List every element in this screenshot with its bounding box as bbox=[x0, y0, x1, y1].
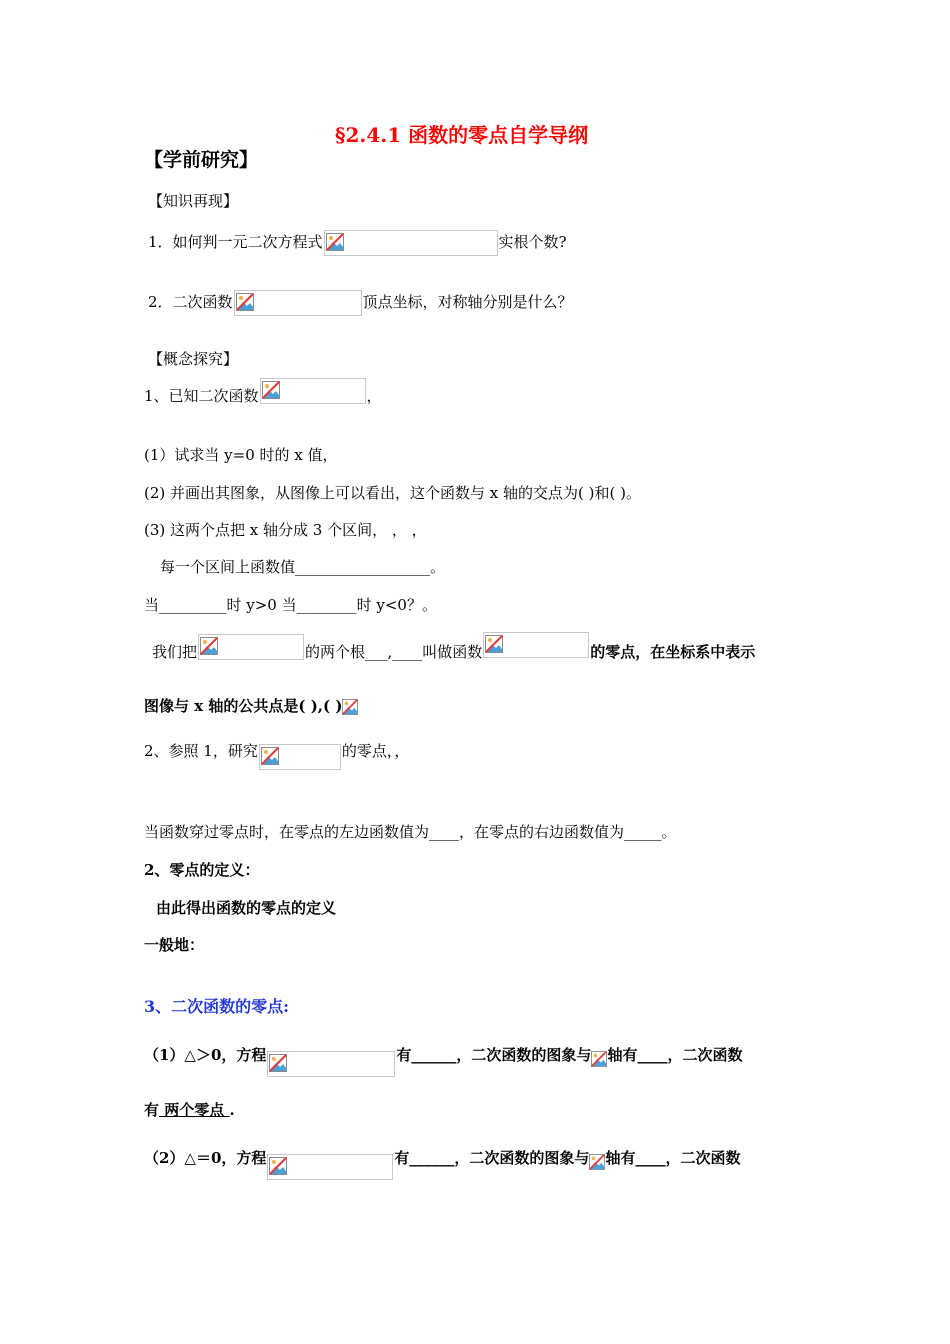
concept-1-part-7-text: 图像与 x 轴的公共点是( ),( ) bbox=[144, 697, 343, 715]
question-1 bbox=[148, 230, 567, 256]
zeros-case-1-a: （1）△＞0，方程 bbox=[144, 1046, 267, 1064]
broken-image-icon bbox=[236, 293, 254, 311]
zeros-case-1-d-underlined: 两个零点 bbox=[159, 1101, 230, 1119]
definition-heading: 2、零点的定义： bbox=[144, 861, 260, 879]
zeros-heading: 3、二次函数的零点: bbox=[144, 997, 290, 1016]
concept-1 bbox=[144, 385, 382, 407]
zeros-case-2-b: 有______，二次函数的图象与 bbox=[394, 1149, 590, 1167]
definition-line-2: 一般地： bbox=[144, 936, 205, 954]
zeros-case-2-c: 轴有____，二次函数 bbox=[605, 1149, 741, 1167]
broken-image-icon bbox=[589, 1153, 605, 1171]
formula-image bbox=[234, 290, 362, 316]
broken-image-icon bbox=[200, 637, 218, 655]
concept-1-part-1: (1）试求当 y=0 时的 x 值， bbox=[144, 446, 338, 464]
formula-image bbox=[198, 634, 304, 660]
formula-image bbox=[267, 1051, 395, 1077]
concept-1-text: 1、已知二次函数 bbox=[144, 387, 259, 405]
formula-image bbox=[483, 632, 589, 658]
concept-2-part-1: 当函数穿过零点时，在零点的左边函数值为____，在零点的右边函数值为_____。 bbox=[144, 823, 677, 841]
question-2-text: 2．二次函数 bbox=[148, 293, 233, 311]
concept-1-part-4: 每一个区间上函数值__________________。 bbox=[160, 558, 446, 576]
zeros-case-2 bbox=[144, 1138, 740, 1180]
concept-1-part-6-a: 我们把 bbox=[152, 643, 198, 661]
page-title: §2.4.1 函数的零点自学导纲 bbox=[335, 123, 589, 147]
concept-1-part-6-c: 的零点，在坐标系中表示 bbox=[590, 643, 756, 661]
formula-image bbox=[267, 1154, 393, 1180]
concept-1-part-6 bbox=[152, 641, 755, 663]
zeros-case-1 bbox=[144, 1035, 742, 1077]
broken-image-icon bbox=[261, 747, 279, 765]
broken-image-icon bbox=[326, 233, 344, 251]
concept-1-part-5: 当_________时 y>0 当________时 y<0？。 bbox=[144, 596, 437, 614]
concept-2 bbox=[144, 734, 409, 770]
broken-image-icon bbox=[591, 1050, 607, 1068]
question-1-tail: 实根个数? bbox=[498, 233, 567, 251]
concept-2-tail: 的零点，， bbox=[341, 742, 410, 760]
broken-image-icon bbox=[269, 1054, 287, 1072]
question-2 bbox=[148, 290, 573, 316]
zeros-case-1-c: 轴有____，二次函数 bbox=[607, 1046, 743, 1064]
concept-1-part-2: (2) 并画出其图象，从图像上可以看出，这个函数与 x 轴的交点为( )和( )。 bbox=[144, 484, 641, 502]
zeros-case-1-d-pre: 有 bbox=[144, 1101, 160, 1119]
concept-1-part-7 bbox=[144, 695, 358, 717]
broken-image-icon bbox=[269, 1157, 287, 1175]
broken-image-icon bbox=[485, 635, 503, 653]
concept-1-part-6-b: 的两个根___,____叫做函数 bbox=[305, 643, 483, 661]
section-pre-study: 【学前研究】 bbox=[144, 149, 259, 171]
formula-image bbox=[260, 378, 366, 404]
zeros-case-2-a: （2）△＝0，方程 bbox=[144, 1149, 267, 1167]
definition-line-1: 由此得出函数的零点的定义 bbox=[156, 899, 337, 917]
concept-1-tail: ， bbox=[366, 387, 382, 405]
zeros-case-1-cont bbox=[144, 1099, 235, 1121]
concept-2-text: 2、参照 1，研究 bbox=[144, 742, 258, 760]
concept-1-part-3: (3) 这两个点把 x 轴分成 3 个区间， ， ， bbox=[144, 521, 427, 539]
broken-image-icon bbox=[342, 698, 358, 716]
subsection-knowledge: 【知识再现】 bbox=[148, 192, 239, 210]
subsection-concept: 【概念探究】 bbox=[148, 350, 239, 368]
question-2-tail: 顶点坐标，对称轴分别是什么？ bbox=[362, 293, 573, 311]
formula-image bbox=[259, 744, 341, 770]
broken-image-icon bbox=[262, 381, 280, 399]
question-1-text: 1．如何判一元二次方程式 bbox=[148, 233, 323, 251]
zeros-case-1-b: 有______，二次函数的图象与 bbox=[396, 1046, 592, 1064]
zeros-case-1-d-post: . bbox=[229, 1101, 235, 1119]
formula-image bbox=[324, 230, 498, 256]
